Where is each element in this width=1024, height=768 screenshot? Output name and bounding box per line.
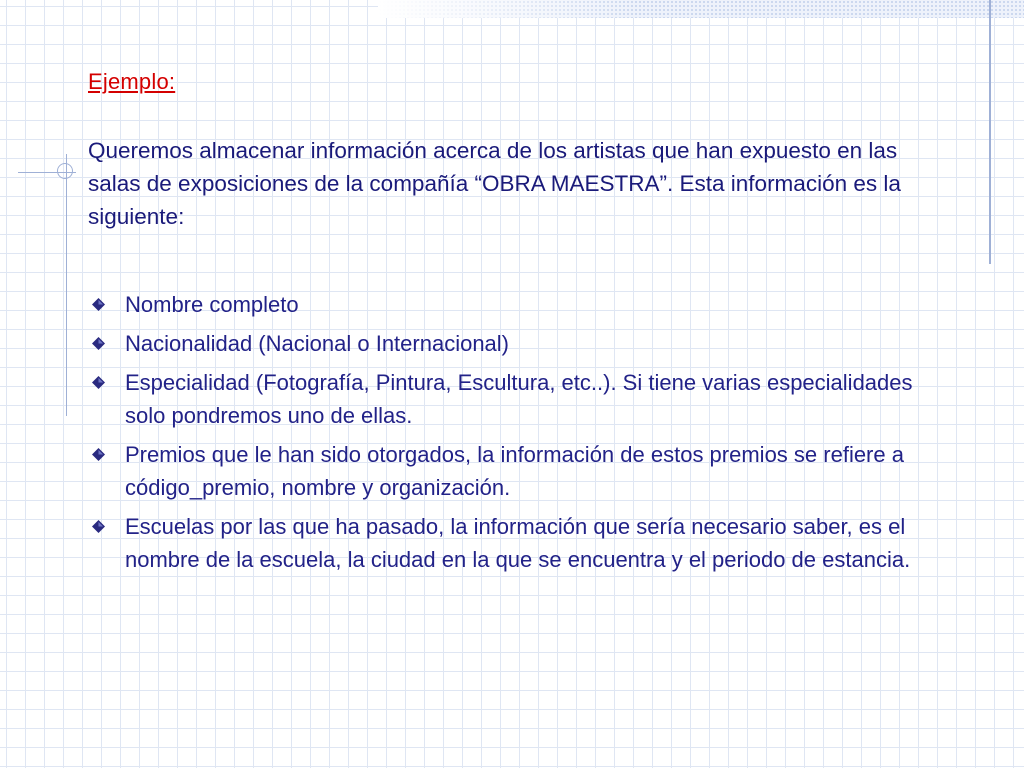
- bullet-text: Premios que le han sido otorgados, la información de estos premios se refiere a código_premio, nombre y organización.: [125, 442, 904, 500]
- diamond-bullet-icon: [92, 520, 105, 533]
- list-item: [88, 327, 948, 360]
- intro-paragraph: Queremos almacenar información acerca de los artistas que han expuesto en las salas de exposiciones de la compañía “OBRA MAESTRA”. Esta información es la siguiente:: [88, 138, 901, 229]
- bullet-list: [88, 288, 948, 582]
- list-item: [88, 510, 948, 576]
- left-vertical-rule: [66, 154, 67, 416]
- diamond-bullet-icon: [92, 337, 105, 350]
- bullet-text: Escuelas por las que ha pasado, la información que sería necesario saber, es el nombre de la escuela, la ciudad en la que se encuentra y el periodo de estancia.: [125, 514, 911, 572]
- bullet-text: Nombre completo: [125, 292, 299, 317]
- bullet-text: Especialidad (Fotografía, Pintura, Escultura, etc..). Si tiene varias especialidades solo pondremos uno de ellas.: [125, 370, 913, 428]
- list-item: [88, 366, 948, 432]
- diamond-bullet-icon: [92, 298, 105, 311]
- list-item: [88, 288, 948, 321]
- list-item: [88, 438, 948, 504]
- right-vertical-rule: [989, 0, 991, 264]
- ring-ornament-icon: [57, 163, 73, 179]
- diamond-bullet-icon: [92, 376, 105, 389]
- bullet-text: Nacionalidad (Nacional o Internacional): [125, 331, 510, 356]
- slide-title: Ejemplo:: [88, 69, 176, 94]
- diamond-bullet-icon: [92, 448, 105, 461]
- top-decorative-band: [378, 0, 1024, 18]
